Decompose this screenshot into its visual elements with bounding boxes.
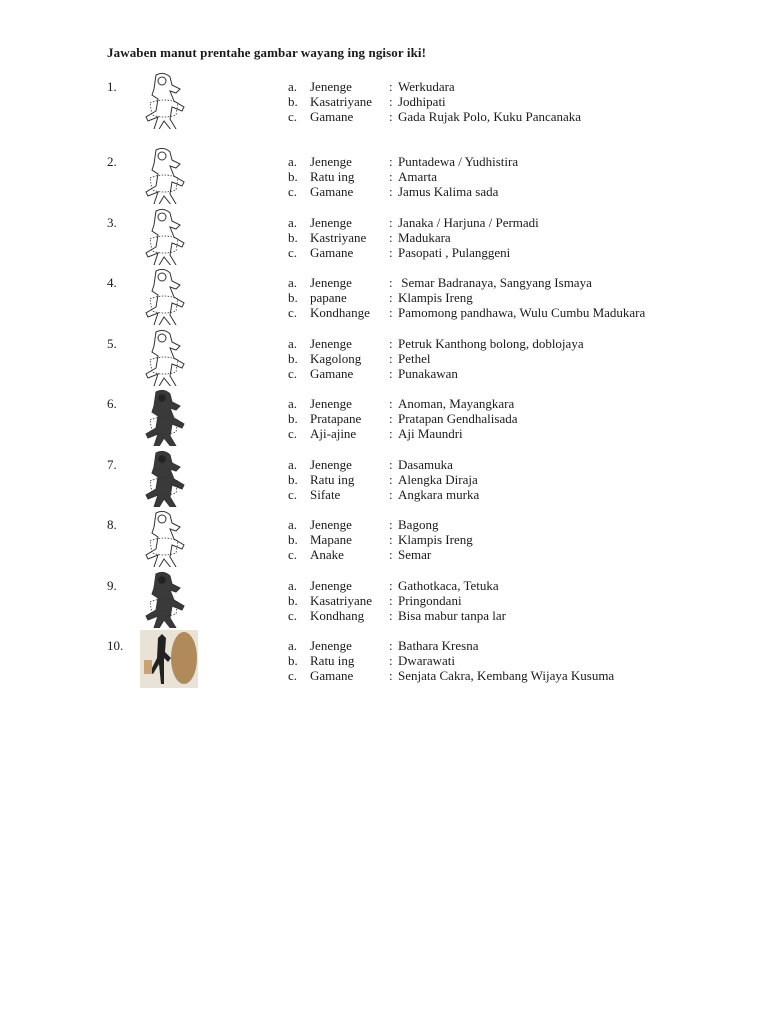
- row-colon: :: [389, 275, 393, 290]
- row-letter: b.: [288, 290, 298, 305]
- row-value: Dasamuka: [398, 457, 453, 472]
- row-colon: :: [389, 245, 393, 260]
- row-letter: c.: [288, 184, 298, 199]
- row-label: Kasatriyane: [310, 94, 373, 109]
- row-value: Bagong: [398, 517, 439, 532]
- row-colon: :: [389, 305, 393, 320]
- row-label: Jenenge: [310, 79, 352, 94]
- row-letter: b.: [288, 94, 298, 109]
- row-label: Gamane: [310, 184, 354, 199]
- row-colon: :: [389, 154, 393, 169]
- row-value: Senjata Cakra, Kembang Wijaya Kusuma: [398, 668, 615, 683]
- row-colon: :: [389, 593, 393, 608]
- wayang-bathara-kresna-figure: [128, 630, 200, 688]
- row-letter: a.: [288, 336, 298, 351]
- row-value: Aji Maundri: [398, 426, 463, 441]
- row-value: Amarta: [398, 169, 437, 184]
- item-number: 1.: [107, 79, 117, 94]
- row-value: Punakawan: [398, 366, 458, 381]
- row-colon: :: [389, 215, 393, 230]
- row-letter: c.: [288, 487, 298, 502]
- wayang-janaka-figure: [128, 207, 200, 265]
- row-letter: b.: [288, 351, 298, 366]
- row-letter: a.: [288, 275, 298, 290]
- row-value: Pringondani: [398, 593, 462, 608]
- row-colon: :: [389, 547, 393, 562]
- row-value: Jodhipati: [398, 94, 446, 109]
- item-number: 10.: [107, 638, 124, 653]
- row-letter: a.: [288, 638, 298, 653]
- item-number: 9.: [107, 578, 117, 593]
- row-letter: a.: [288, 396, 298, 411]
- row-colon: :: [389, 668, 393, 683]
- row-label: Jenenge: [310, 215, 352, 230]
- row-label: Gamane: [310, 366, 354, 381]
- item-number: 4.: [107, 275, 117, 290]
- row-value: Petruk Kanthong bolong, doblojaya: [398, 336, 584, 351]
- row-label: papane: [310, 290, 347, 305]
- item-number: 6.: [107, 396, 117, 411]
- row-colon: :: [389, 578, 393, 593]
- row-letter: b.: [288, 532, 298, 547]
- wayang-gathotkaca-figure: [128, 570, 200, 628]
- item-number: 8.: [107, 517, 117, 532]
- row-label: Jenenge: [310, 517, 352, 532]
- row-label: Kastriyane: [310, 230, 367, 245]
- answer-item: [0, 215, 768, 275]
- row-letter: c.: [288, 305, 298, 320]
- row-colon: :: [389, 169, 393, 184]
- row-colon: :: [389, 638, 393, 653]
- row-label: Gamane: [310, 245, 354, 260]
- row-letter: c.: [288, 608, 298, 623]
- row-colon: :: [389, 426, 393, 441]
- row-label: Jenenge: [310, 154, 352, 169]
- answer-item: [0, 396, 768, 456]
- row-value: Gada Rujak Polo, Kuku Pancanaka: [398, 109, 582, 124]
- row-letter: a.: [288, 517, 298, 532]
- row-label: Jenenge: [310, 275, 352, 290]
- row-colon: :: [389, 351, 393, 366]
- row-label: Mapane: [310, 532, 352, 547]
- row-letter: b.: [288, 411, 298, 426]
- row-label: Jenenge: [310, 336, 352, 351]
- wayang-werkudara-figure: [128, 71, 200, 129]
- answer-item: [0, 457, 768, 517]
- row-label: Kasatriyane: [310, 593, 373, 608]
- row-value: Puntadewa / Yudhistira: [398, 154, 519, 169]
- row-letter: b.: [288, 653, 298, 668]
- row-letter: b.: [288, 230, 298, 245]
- row-value: Semar: [398, 547, 432, 562]
- row-colon: :: [389, 532, 393, 547]
- row-value: Anoman, Mayangkara: [398, 396, 515, 411]
- wayang-bagong-figure: [128, 509, 200, 567]
- row-value: Pamomong pandhawa, Wulu Cumbu Madukara: [398, 305, 646, 320]
- row-label: Gamane: [310, 109, 354, 124]
- row-label: Aji-ajine: [310, 426, 357, 441]
- row-label: Ratu ing: [310, 169, 355, 184]
- row-label: Kondhang: [310, 608, 365, 623]
- row-colon: :: [389, 366, 393, 381]
- row-label: Kagolong: [310, 351, 362, 366]
- row-label: Anake: [310, 547, 344, 562]
- row-letter: c.: [288, 426, 298, 441]
- row-letter: b.: [288, 472, 298, 487]
- wayang-semar-figure: [128, 267, 200, 325]
- item-number: 5.: [107, 336, 117, 351]
- row-label: Kondhange: [310, 305, 370, 320]
- item-number: 2.: [107, 154, 117, 169]
- wayang-anoman-figure: [128, 388, 200, 446]
- row-colon: :: [389, 472, 393, 487]
- row-label: Pratapane: [310, 411, 362, 426]
- row-colon: :: [389, 396, 393, 411]
- row-value: Pasopati , Pulanggeni: [398, 245, 511, 260]
- row-value: Janaka / Harjuna / Permadi: [398, 215, 539, 230]
- row-value: Pethel: [398, 351, 431, 366]
- row-label: Sifate: [310, 487, 341, 502]
- row-letter: c.: [288, 547, 298, 562]
- row-value: Pratapan Gendhalisada: [398, 411, 518, 426]
- wayang-petruk-figure: [128, 328, 200, 386]
- row-colon: :: [389, 336, 393, 351]
- row-letter: a.: [288, 578, 298, 593]
- row-value: Angkara murka: [398, 487, 480, 502]
- row-value: Alengka Diraja: [398, 472, 478, 487]
- row-value: Bathara Kresna: [398, 638, 479, 653]
- answer-item: [0, 275, 768, 335]
- row-colon: :: [389, 94, 393, 109]
- row-letter: a.: [288, 215, 298, 230]
- row-value: Madukara: [398, 230, 451, 245]
- row-letter: c.: [288, 668, 298, 683]
- row-letter: c.: [288, 109, 298, 124]
- page-title: Jawaben manut prentahe gambar wayang ing ngisor iki!: [107, 45, 427, 60]
- answer-item: [0, 638, 768, 698]
- row-colon: :: [389, 653, 393, 668]
- item-number: 3.: [107, 215, 117, 230]
- row-letter: a.: [288, 154, 298, 169]
- row-label: Ratu ing: [310, 653, 355, 668]
- row-label: Jenenge: [310, 638, 352, 653]
- row-colon: :: [389, 290, 393, 305]
- row-colon: :: [389, 457, 393, 472]
- row-label: Ratu ing: [310, 472, 355, 487]
- wayang-dasamuka-figure: [128, 449, 200, 507]
- item-number: 7.: [107, 457, 117, 472]
- row-colon: :: [389, 184, 393, 199]
- row-colon: :: [389, 109, 393, 124]
- row-letter: b.: [288, 593, 298, 608]
- answer-item: [0, 336, 768, 396]
- row-value: Werkudara: [398, 79, 455, 94]
- row-letter: a.: [288, 457, 298, 472]
- row-value: Semar Badranaya, Sangyang Ismaya: [398, 275, 592, 290]
- row-value: Klampis Ireng: [398, 290, 473, 305]
- answer-item: [0, 154, 768, 214]
- row-letter: a.: [288, 79, 298, 94]
- row-colon: :: [389, 517, 393, 532]
- row-letter: c.: [288, 366, 298, 381]
- row-colon: :: [389, 230, 393, 245]
- row-value: Klampis Ireng: [398, 532, 473, 547]
- row-label: Gamane: [310, 668, 354, 683]
- row-label: Jenenge: [310, 578, 352, 593]
- answer-item: [0, 578, 768, 638]
- answer-item: [0, 517, 768, 577]
- wayang-puntadewa-figure: [128, 146, 200, 204]
- row-value: Gathotkaca, Tetuka: [398, 578, 499, 593]
- row-colon: :: [389, 487, 393, 502]
- row-colon: :: [389, 608, 393, 623]
- row-label: Jenenge: [310, 457, 352, 472]
- row-value: Jamus Kalima sada: [398, 184, 499, 199]
- row-letter: b.: [288, 169, 298, 184]
- answer-item: [0, 79, 768, 139]
- row-letter: c.: [288, 245, 298, 260]
- row-value: Bisa mabur tanpa lar: [398, 608, 506, 623]
- row-colon: :: [389, 411, 393, 426]
- row-value: Dwarawati: [398, 653, 456, 668]
- row-label: Jenenge: [310, 396, 352, 411]
- row-colon: :: [389, 79, 393, 94]
